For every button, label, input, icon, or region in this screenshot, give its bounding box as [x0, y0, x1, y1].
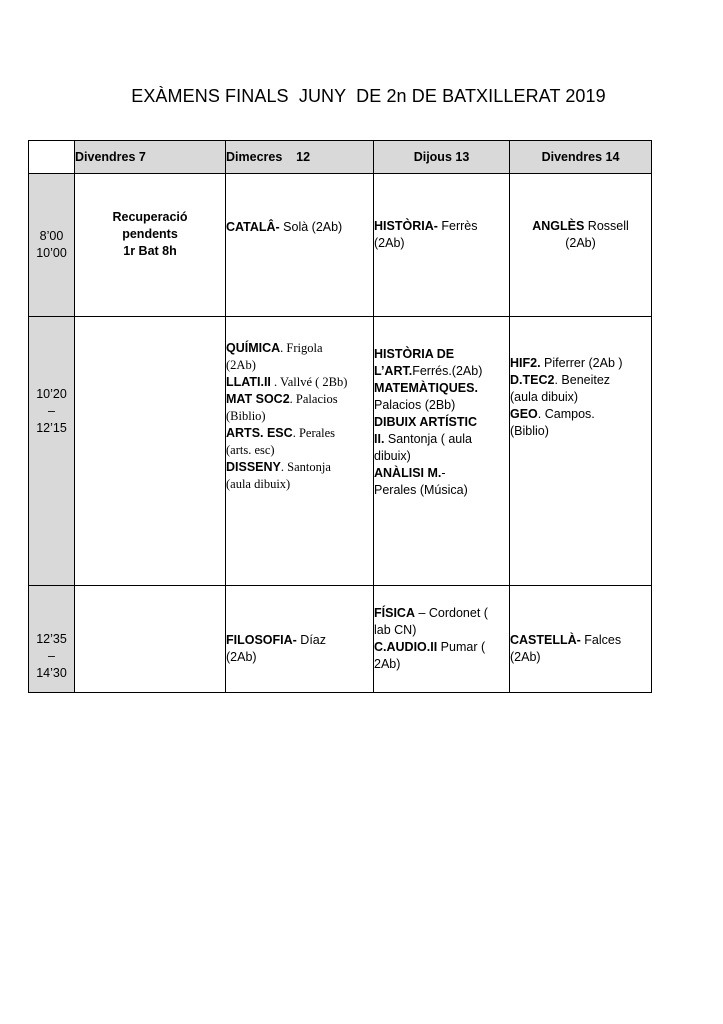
exam-detail: (2Ab): [565, 236, 596, 250]
header-dimecres-12: Dimecres 12: [226, 141, 374, 174]
exam-detail: (2Ab): [510, 650, 541, 664]
cell-dimecres-12: [226, 586, 374, 693]
exam-detail: . Beneitez: [554, 372, 611, 387]
exam-detail: dibuix): [374, 448, 411, 463]
exam-entry: [510, 406, 651, 440]
exam-subject: DISSENY: [226, 459, 281, 474]
exam-detail: (2Ab): [226, 650, 257, 664]
exam-entry: [374, 414, 509, 465]
cell-divendres-14: [510, 317, 652, 586]
exam-detail: (arts. esc): [226, 442, 275, 457]
cell-dijous-13: [374, 317, 510, 586]
time-start: 12’35: [36, 631, 67, 646]
exam-detail: Solà (2Ab): [279, 219, 343, 234]
exam-detail: Ferrès: [437, 219, 478, 233]
exam-detail: lab CN): [374, 623, 417, 637]
time-end: 12’15: [36, 420, 67, 435]
table-row: [29, 174, 652, 317]
exam-entry: [374, 465, 509, 499]
cell-dimecres-12: [226, 174, 374, 317]
header-divendres-7: Divendres 7: [75, 141, 226, 174]
time-slot: [29, 174, 75, 317]
exam-entry: [226, 459, 373, 493]
exam-detail: . Palacios: [289, 391, 338, 406]
time-start: 8’00: [39, 229, 64, 243]
cell-divendres-14: [510, 586, 652, 693]
time-dash: –: [48, 403, 55, 418]
exam-detail: . Campos.: [537, 406, 595, 421]
cell-dimecres-12: [226, 317, 374, 586]
exam-subject: HISTÒRIA-: [374, 219, 438, 233]
exam-detail: . Vallvé ( 2Bb): [270, 374, 348, 389]
exam-detail: Santonja ( aula: [384, 431, 472, 446]
exam-detail: – Cordonet (: [414, 606, 488, 620]
exam-entry: [374, 605, 509, 639]
time-slot: [29, 586, 75, 693]
exam-subject: MATEMÀTIQUES.: [374, 380, 478, 395]
time-dash: –: [48, 648, 55, 663]
exam-subject: MAT SOC2: [226, 391, 290, 406]
cell-divendres-7: [75, 586, 226, 693]
exam-entry: [226, 340, 373, 374]
exam-detail: (2Ab): [226, 357, 256, 372]
exam-subject: GEO: [510, 406, 538, 421]
exam-entry: [226, 391, 373, 425]
exam-detail: . Frigola: [280, 340, 323, 355]
exam-entry: [510, 355, 651, 372]
table-row: [29, 586, 652, 693]
exam-subject: FILOSOFIA-: [226, 633, 297, 647]
time-start: 10’20: [36, 386, 67, 401]
exam-subject: C.AUDIO.II: [374, 640, 438, 654]
time-slot: [29, 317, 75, 586]
exam-subject: ANÀLISI M.: [374, 465, 442, 480]
exam-entry: [510, 372, 651, 406]
exam-subject: ARTS. ESC: [226, 425, 293, 440]
cell-text: Recuperació: [112, 209, 188, 224]
exam-subject: ANGLÈS: [532, 219, 585, 233]
exam-detail: Perales (Música): [374, 482, 468, 497]
exam-entry: [226, 425, 373, 459]
exam-subject: CATALÂ-: [226, 219, 280, 234]
header-corner: [29, 141, 75, 174]
exam-subject: FÍSICA: [374, 606, 415, 620]
exam-detail: Ferrés.(2Ab): [412, 363, 483, 378]
table-row: [29, 317, 652, 586]
exam-detail: (aula dibuix): [510, 389, 579, 404]
exam-subject: LLATI.II: [226, 374, 271, 389]
page-title: EXÀMENS FINALS JUNY DE 2n DE BATXILLERAT 2019: [131, 86, 606, 106]
exam-detail: Falces: [580, 633, 622, 647]
exam-detail: (Biblio): [510, 423, 549, 438]
exam-schedule-table: [28, 140, 652, 693]
cell-text: 1r Bat 8h: [123, 243, 177, 258]
exam-entry: [374, 380, 509, 414]
exam-detail: (aula dibuix): [226, 476, 291, 491]
time-end: 14’30: [36, 665, 67, 680]
exam-detail: . Perales: [292, 425, 336, 440]
exam-detail: Pumar (: [437, 640, 486, 654]
header-dijous-13: Dijous 13: [374, 141, 510, 174]
header-row: [29, 141, 652, 174]
exam-detail: 2Ab): [374, 657, 401, 671]
cell-text: pendents: [122, 226, 178, 241]
exam-subject: DIBUIX ARTÍSTIC: [374, 414, 478, 429]
exam-detail: Rossell: [584, 219, 629, 233]
exam-detail: . Santonja: [280, 459, 331, 474]
cell-dijous-13: [374, 586, 510, 693]
cell-divendres-14: [510, 174, 652, 317]
exam-subject: QUÍMICA: [226, 340, 281, 355]
exam-subject: II.: [374, 431, 385, 446]
exam-detail: Piferrer (2Ab ): [540, 355, 623, 370]
exam-subject: HISTÒRIA DE: [374, 346, 455, 361]
exam-entry: [374, 639, 509, 673]
exam-detail: Díaz: [296, 633, 327, 647]
exam-detail: -: [441, 465, 446, 480]
time-end: 10’00: [36, 246, 67, 260]
exam-subject: L’ART.: [374, 363, 413, 378]
exam-subject: CASTELLÀ-: [510, 633, 581, 647]
exam-detail: (2Ab): [374, 236, 405, 250]
exam-entry: [226, 374, 373, 391]
cell-divendres-7: [75, 317, 226, 586]
exam-subject: D.TEC2: [510, 372, 555, 387]
header-divendres-14: Divendres 14: [510, 141, 652, 174]
exam-detail: Palacios (2Bb): [374, 397, 456, 412]
exam-detail: (Biblio): [226, 408, 266, 423]
exam-entry: [374, 346, 509, 380]
cell-divendres-7: [75, 174, 226, 317]
exam-subject: HIF2.: [510, 355, 541, 370]
cell-dijous-13: [374, 174, 510, 317]
